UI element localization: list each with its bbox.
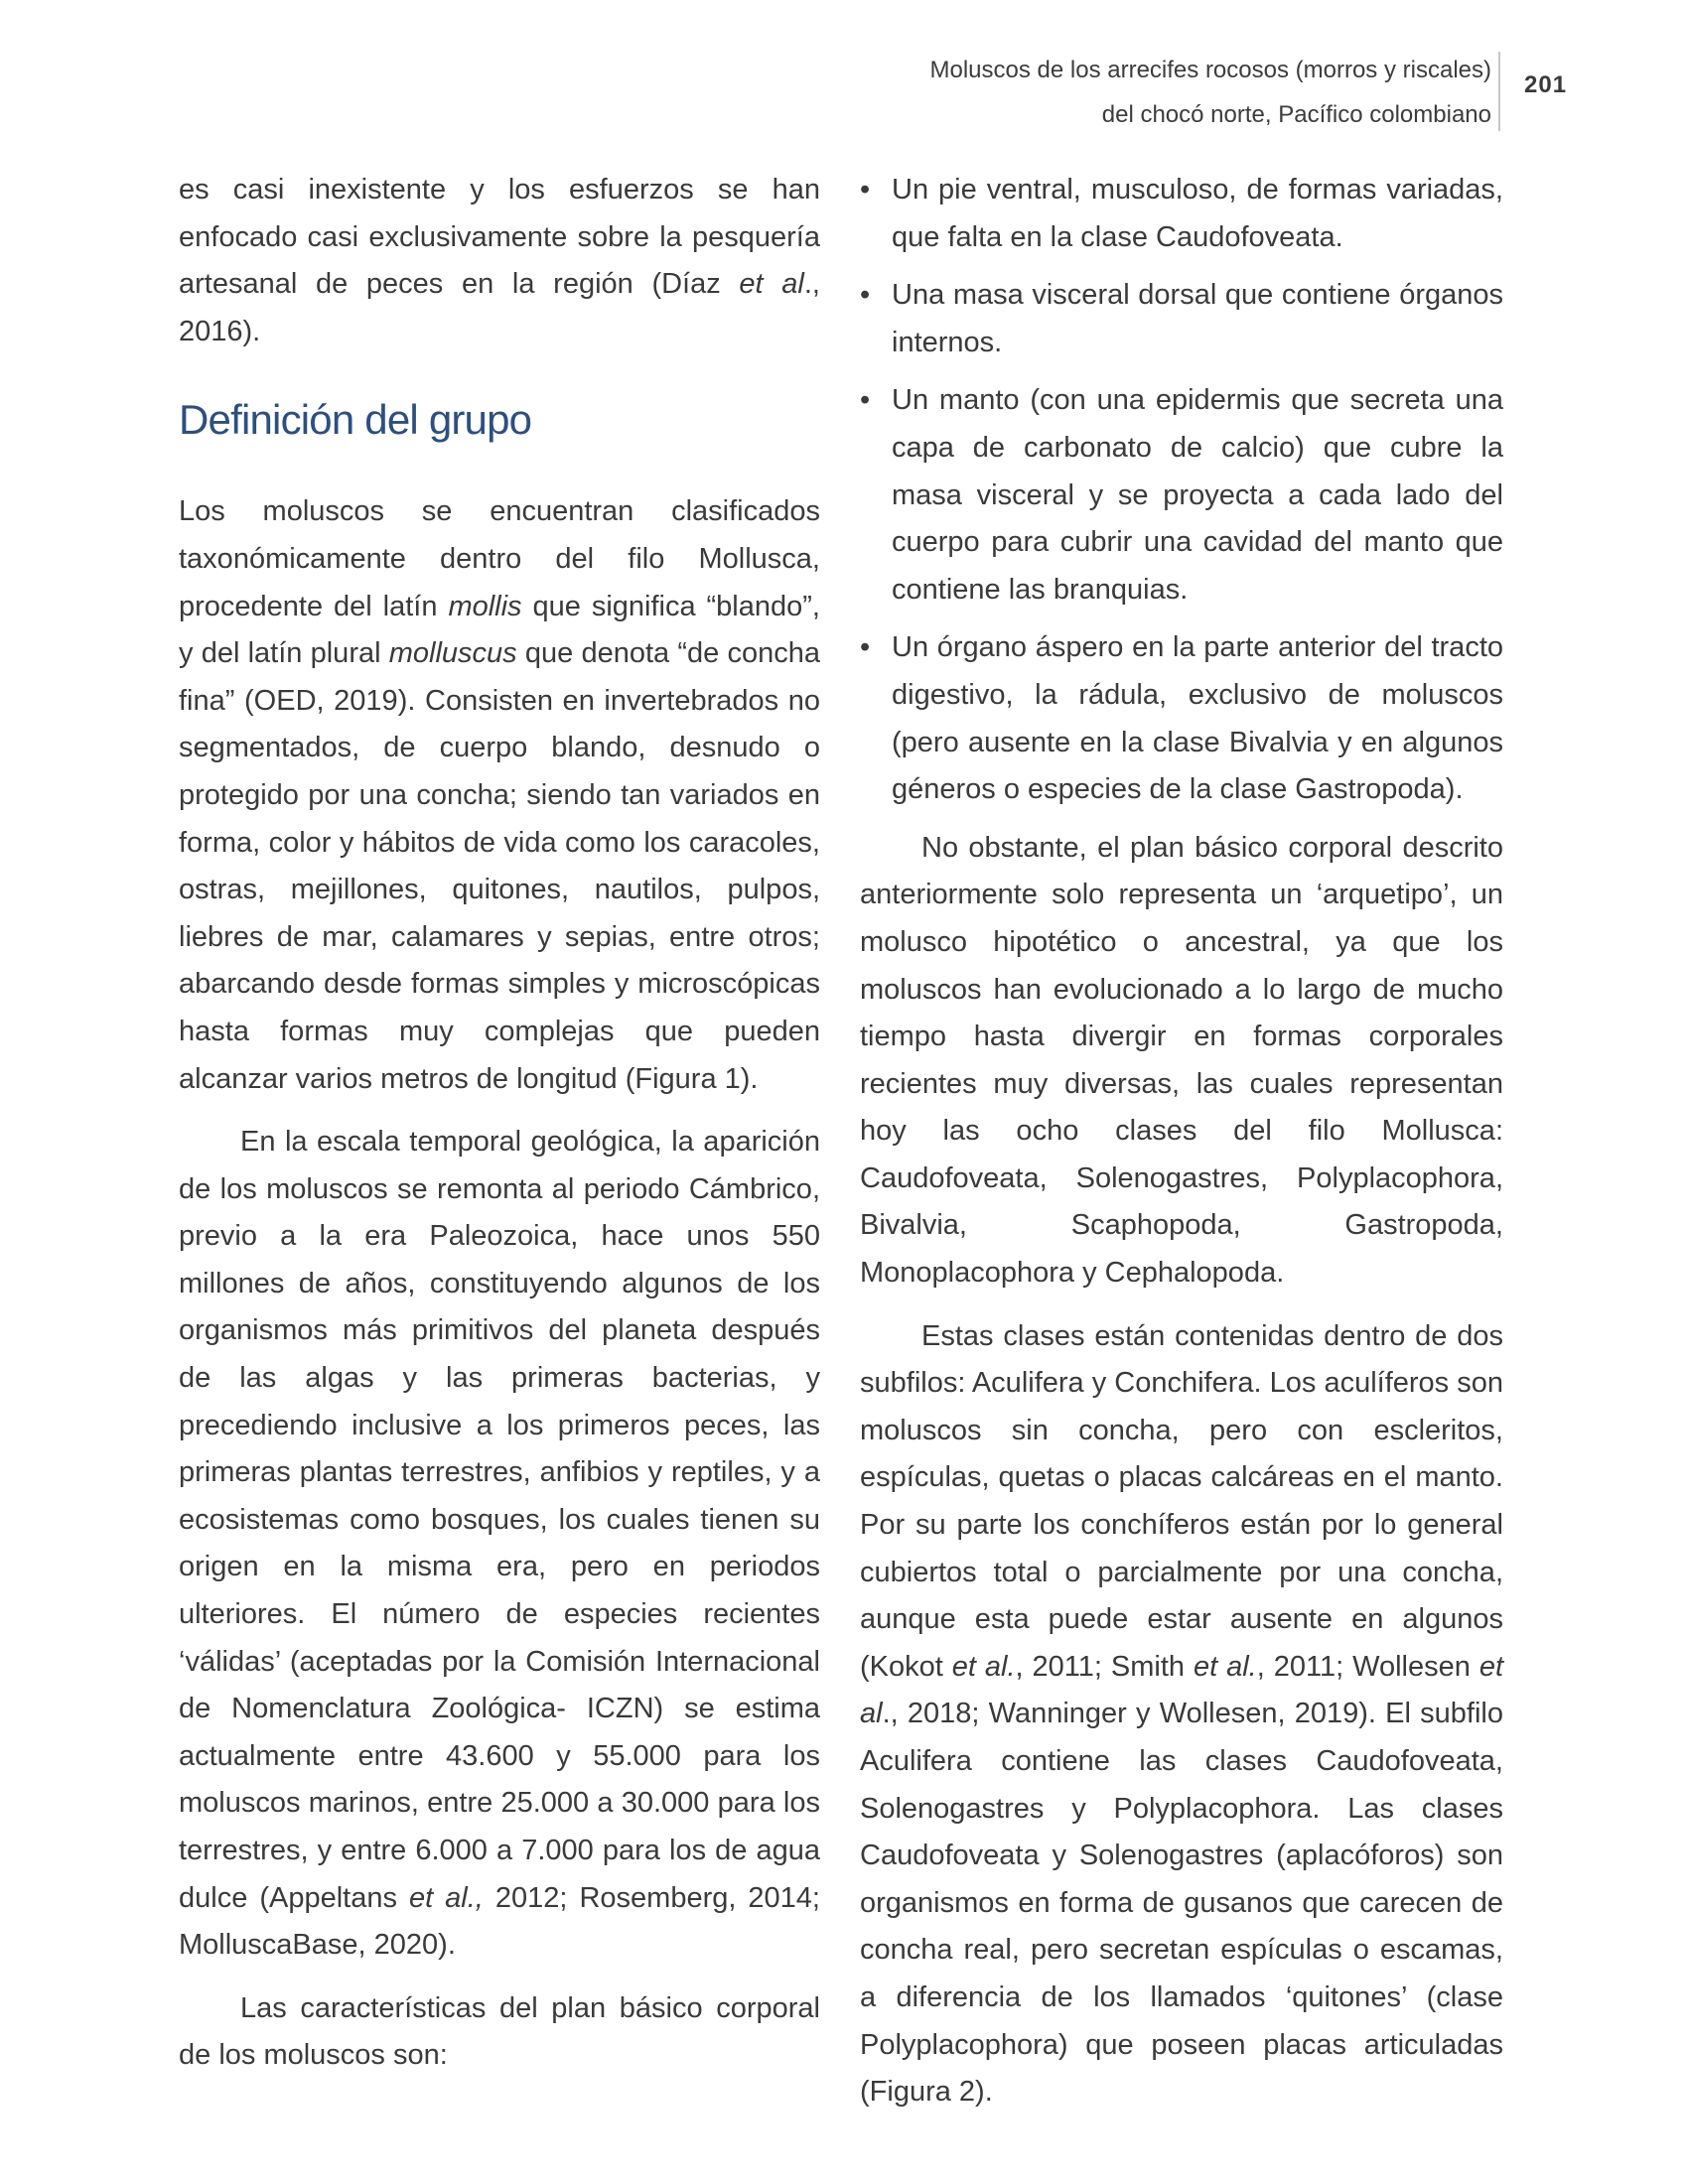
- bullet-icon: •: [860, 384, 871, 417]
- list-item: • Un manto (con una epidermis que secreta una capa de carbonato de calcio) que cubre la masa visceral y se proyecta a cada lado del cuerpo para cubrir una cavidad del manto que contiene las branquias.: [860, 377, 1503, 614]
- paragraph-archetype: No obstante, el plan básico corporal descrito anteriormente solo representa un ‘arquetipo’, un molusco hipotético o ancestral, ya que los moluscos han evolucionado a lo largo de mucho tiempo hasta divergir en formas corporales recientes muy diversas, las cuales representan hoy las ocho clases del filo Mollusca: Caudofoveata, Solenogastres, Polyplacophora, Bivalvia, Scaphopoda, Gastropoda, Monoplacophora y Cephalopoda.: [860, 831, 1503, 1290]
- page-number: 201: [1524, 71, 1568, 98]
- bullet-icon: •: [860, 174, 871, 205]
- body-plan-list: [860, 167, 1503, 814]
- running-head-title: Moluscos de los arrecifes rocosos (morros y riscales): [929, 57, 1491, 83]
- header-divider: [1498, 52, 1500, 131]
- bullet-icon: •: [860, 631, 871, 664]
- bullet-icon: •: [860, 279, 871, 312]
- running-head: [598, 48, 1491, 137]
- paragraph-geologic-history: En la escala temporal geológica, la aparición de los moluscos se remonta al periodo Cámbrico, previo a la era Paleozoica, hace unos 550 millones de años, constituyendo algunos de los organismos más primitivos del planeta después de las algas y las primeras bacterias, y precediendo inclusive a los primeros peces, las primeras plantas terrestres, anfibios y reptiles, y a ecosistemas como bosques, los cuales tienen su origen en la misma era, pero en periodos ulteriores. El número de especies recientes ‘válidas’ (aceptadas por la Comisión Internacional de Nomenclatura Zoológica- ICZN) se estima actualmente entre 43.600 y 55.000 para los moluscos marinos, entre 25.000 a 30.000 para los terrestres, y entre 6.000 a 7.000 para los de agua dulce (Appeltans et al., 2012; Rosemberg, 2014; MolluscaBase, 2020).: [179, 1126, 820, 1962]
- section-heading: Definición del grupo: [179, 396, 532, 444]
- paragraph-body-plan-intro: Las características del plan básico corporal de los moluscos son:: [179, 1991, 820, 2072]
- left-column: [179, 167, 820, 2096]
- list-item: • Un órgano áspero en la parte anterior del tracto digestivo, la rádula, exclusivo de moluscos (pero ausente en la clase Bivalvia y en algunos géneros o especies de la clase Gastropoda).: [860, 624, 1503, 813]
- paragraph-continuation: es casi inexistente y los esfuerzos se han enfocado casi exclusivamente sobre la pesquería artesanal de peces en la región (Díaz et al., 2016).: [179, 174, 820, 347]
- right-column: [860, 167, 1503, 2132]
- paragraph-definition: Los moluscos se encuentran clasificados taxonómicamente dentro del filo Mollusca, procedente del latín mollis que significa “blando”, y del latín plural molluscus que denota “de concha fina” (OED, 2019). Consisten en invertebrados no segmentados, de cuerpo blando, desnudo o protegido por una concha; siendo tan variados en forma, color y hábitos de vida como los caracoles, ostras, mejillones, quitones, nautilos, pulpos, liebres de mar, calamares y sepias, entre otros; abarcando desde formas simples y microscópicas hasta formas muy complejas que pueden alcanzar varios metros de longitud (Figura 1).: [179, 495, 820, 1095]
- list-item: • Un pie ventral, musculoso, de formas variadas, que falta en la clase Caudofoveata.: [860, 167, 1503, 261]
- list-item: • Una masa visceral dorsal que contiene órganos internos.: [860, 272, 1503, 366]
- paragraph-subphyla: Estas clases están contenidas dentro de dos subfilos: Aculifera y Conchifera. Los aculíferos son moluscos sin concha, pero con escleritos, espículas, quetas o placas calcáreas en el manto. Por su parte los conchíferos están por lo general cubiertos total o parcialmente por una concha, aunque esta puede estar ausente en algunos (Kokot et al., 2011; Smith et al., 2011; Wollesen et al., 2018; Wanninger y Wollesen, 2019). El subfilo Aculifera contiene las clases Caudofoveata, Solenogastres y Polyplacophora. Las clases Caudofoveata y Solenogastres (aplacóforos) son organismos en forma de gusanos que carecen de concha real, pero secretan espículas o escamas, a diferencia de los llamados ‘quitones’ (clase Polyplacophora) que poseen placas articuladas (Figura 2).: [860, 1319, 1503, 2109]
- running-head-subtitle: del chocó norte, Pacífico colombiano: [1101, 101, 1491, 128]
